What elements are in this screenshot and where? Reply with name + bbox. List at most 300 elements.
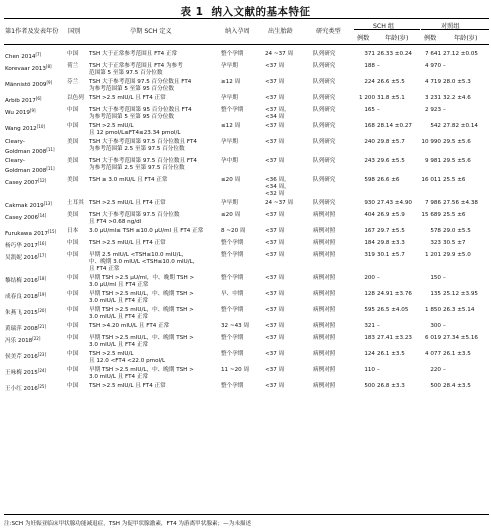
sch-cases: 319: [364, 252, 375, 258]
definition-cell: [88, 273, 220, 289]
sch-cases-cell: [350, 198, 376, 210]
birth-age-line: 24 ~37 周: [265, 51, 294, 57]
author-name-cont: [5, 165, 65, 175]
author-name: 侯美芹 2016: [5, 354, 38, 360]
header-definition: 孕期 SCH 定义: [130, 28, 172, 35]
author-cell: [4, 121, 66, 137]
ctrl-age: 29.5 ±5.6: [443, 139, 471, 145]
author-name-line: [5, 51, 65, 61]
author-cell: [4, 210, 66, 226]
reference-mark: [12]: [38, 178, 47, 183]
birth-age-cell: [264, 49, 312, 61]
country-cell: [66, 198, 88, 210]
author-name-line: [5, 107, 65, 117]
header-sch-group: SCH 组: [373, 23, 395, 30]
author-name-line: [5, 383, 65, 393]
sch-age: –: [377, 107, 380, 113]
author-cell: [4, 156, 66, 175]
definition-line: 早期 TSH >2.5 mIU/L，中、晚期 TSH >: [89, 291, 194, 297]
sch-age-cell: [376, 289, 416, 305]
country-cell: [66, 273, 88, 289]
sch-cases-cell: [350, 238, 376, 250]
ctrl-age-cell: [442, 305, 489, 321]
sch-age-cell: [376, 273, 416, 289]
sch-cases: 243: [364, 158, 375, 164]
birth-age-line: <37 周，: [265, 107, 290, 113]
reference-mark: [21]: [37, 324, 47, 329]
definition-line: TSH 大于参考范围第 95 百分位数且 FT4: [89, 107, 192, 113]
definition-line: 中、晚期 3.0 mIU/L <TSH≤10.0 mIU/L，: [89, 259, 199, 265]
ctrl-age-cell: [442, 210, 489, 226]
sch-cases: 598: [364, 177, 375, 183]
country-cell: [66, 305, 88, 321]
author-cell: [4, 289, 66, 305]
sch-age: 27.41 ±3.23: [377, 335, 412, 341]
design-cell: [312, 121, 350, 137]
ctrl-age: 27.12 ±0.05: [443, 51, 478, 57]
sch-cases: 128: [364, 291, 375, 297]
design-text: 队列研究: [313, 79, 336, 85]
author-name: 杨巧华 2017: [5, 243, 38, 249]
definition-cell: [88, 349, 220, 365]
definition-cell: [88, 156, 220, 175]
header-country: 国别: [68, 28, 81, 35]
definition-cell: [88, 121, 220, 137]
ctrl-cases: 4 077: [424, 351, 441, 357]
sch-age: 26.8 ±3.3: [377, 383, 405, 389]
table-row: [4, 210, 489, 226]
table-row: [4, 93, 489, 105]
sch-cases-cell: [350, 349, 376, 365]
reference-mark: [9]: [46, 80, 53, 85]
sch-age-cell: [376, 93, 416, 105]
design-text: 病例对照: [313, 307, 336, 313]
gestation-cell: [220, 250, 264, 273]
gestation-cell: [220, 61, 264, 77]
design-cell: [312, 305, 350, 321]
birth-age-line: 24 ~37 周: [265, 200, 294, 206]
design-cell: [312, 273, 350, 289]
ctrl-cases: 7 986: [424, 200, 441, 206]
design-text: 队列研究: [313, 158, 336, 164]
author-cell: [4, 381, 66, 393]
design-text: 病例对照: [313, 212, 336, 218]
design-text: 病例对照: [313, 291, 336, 297]
sch-cases: 165: [364, 107, 375, 113]
birth-age-cell: [264, 333, 312, 349]
design-text: 队列研究: [313, 51, 336, 57]
author-cell: [4, 198, 66, 210]
definition-line: TSH 大于正常参考范围且 FT4 为参考: [89, 63, 183, 69]
definition-line: TSH >2.5 mIU/L 且 FT4 正常: [89, 383, 166, 389]
birth-age-line: <37 周: [265, 351, 285, 357]
design-text: 队列研究: [313, 139, 336, 145]
design-cell: [312, 333, 350, 349]
ctrl-age-cell: [442, 156, 489, 175]
design-cell: [312, 198, 350, 210]
gestation-text: ≥12 周: [221, 79, 241, 85]
design-text: 队列研究: [313, 200, 336, 206]
table-title-text: 纳入文献的基本特征: [211, 6, 311, 18]
author-name: Casey 2007: [5, 180, 39, 186]
ctrl-cases-cell: [416, 305, 442, 321]
sch-age-cell: [376, 77, 416, 93]
birth-age-cell: [264, 349, 312, 365]
ctrl-age: 25.5 ±6: [443, 212, 466, 218]
definition-cell: [88, 198, 220, 210]
definition-cell: [88, 305, 220, 321]
author-name: Cleary-: [5, 158, 25, 164]
header-author: 第1作者及发表年份: [5, 28, 59, 35]
sch-age-cell: [376, 105, 416, 121]
gestation-cell: [220, 121, 264, 137]
ctrl-age-cell: [442, 250, 489, 273]
reference-mark: [18]: [37, 276, 47, 281]
design-cell: [312, 61, 350, 77]
author-name-line: [5, 291, 65, 301]
definition-line: 为参考范围第 2.5 至第 97.5 百分位数: [89, 146, 185, 152]
ctrl-cases: 1 201: [424, 252, 441, 258]
ctrl-cases-cell: [416, 121, 442, 137]
definition-line: 早期 TSH >2.5 μU/ml，中、晚期 TSH >: [89, 275, 195, 281]
country-cell: [66, 210, 88, 226]
definition-line: 早期 TSH >2.5 mIU/L，中、晚期 TSH >: [89, 307, 194, 313]
ctrl-cases-cell: [416, 156, 442, 175]
sch-cases-cell: [350, 210, 376, 226]
ctrl-cases: 4 970: [424, 63, 441, 69]
country-text: 日本: [67, 228, 79, 234]
sch-group-rule: [354, 29, 420, 30]
definition-line: TSH 大于参考范围第 97.5 百分位数且 FT4: [89, 139, 197, 145]
sch-cases-cell: [350, 49, 376, 61]
design-cell: [312, 349, 350, 365]
country-text: 中国: [67, 275, 79, 281]
definition-cell: [88, 137, 220, 156]
ctrl-age-cell: [442, 137, 489, 156]
birth-age-cell: [264, 226, 312, 238]
ctrl-cases-cell: [416, 349, 442, 365]
author-name-line: [5, 123, 65, 133]
ctrl-cases: 220: [430, 367, 441, 373]
ctrl-cases-cell: [416, 333, 442, 349]
country-text: 中国: [67, 123, 79, 129]
birth-age-cell: [264, 305, 312, 321]
gestation-cell: [220, 305, 264, 321]
ctrl-age: –: [443, 275, 446, 281]
reference-mark: [16]: [37, 241, 47, 246]
reference-mark: [14]: [38, 213, 47, 218]
sch-cases-cell: [350, 156, 376, 175]
birth-age-line: <37 周: [265, 383, 285, 389]
gestation-text: 孕早期: [221, 63, 238, 69]
author-cell: [4, 273, 66, 289]
ctrl-cases: 150: [430, 275, 441, 281]
author-name-line: [5, 351, 65, 361]
reference-mark: [9]: [29, 108, 36, 113]
sch-age: 30.1 ±5.7: [377, 252, 405, 258]
ctrl-cases: 10 990: [421, 139, 441, 145]
table-row: [4, 61, 489, 77]
definition-cell: [88, 93, 220, 105]
sch-age-cell: [376, 210, 416, 226]
author-name: Furukawa 2017: [5, 231, 48, 237]
ctrl-age-cell: [442, 198, 489, 210]
sch-age-cell: [376, 349, 416, 365]
birth-age-line: <37 周: [265, 212, 285, 218]
sch-age-cell: [376, 61, 416, 77]
sch-age: –: [377, 63, 380, 69]
ctrl-age: 28.4 ±3.5: [443, 383, 471, 389]
ctrl-age: 29.0 ±5.5: [443, 228, 471, 234]
ctrl-cases-cell: [416, 175, 442, 198]
ctrl-age: 27.82 ±0.14: [443, 123, 478, 129]
sch-age: 26.33 ±0.24: [377, 51, 412, 57]
design-cell: [312, 49, 350, 61]
definition-cell: [88, 250, 220, 273]
sch-age: 31.8 ±5.1: [377, 95, 405, 101]
sch-cases: 183: [364, 335, 375, 341]
author-cell: [4, 137, 66, 156]
header-ctrl-group: 对照组: [441, 23, 460, 30]
country-text: 中国: [67, 51, 79, 57]
gestation-cell: [220, 381, 264, 393]
ctrl-cases-cell: [416, 105, 442, 121]
author-name-line: [5, 240, 65, 250]
sch-cases-cell: [350, 365, 376, 381]
country-cell: [66, 105, 88, 121]
ctrl-age: –: [443, 107, 446, 113]
country-text: 美国: [67, 139, 79, 145]
gestation-cell: [220, 365, 264, 381]
author-cell: [4, 250, 66, 273]
ctrl-age: 26.3 ±5.14: [443, 307, 475, 313]
ctrl-age: 29.5 ±5.6: [443, 158, 471, 164]
design-cell: [312, 289, 350, 305]
sch-cases: 168: [364, 123, 375, 129]
sch-cases: 167: [364, 228, 375, 234]
author-cell: [4, 105, 66, 121]
definition-cell: [88, 226, 220, 238]
birth-age-cell: [264, 238, 312, 250]
gestation-cell: [220, 273, 264, 289]
author-name: Wang 2012: [5, 126, 37, 132]
country-cell: [66, 49, 88, 61]
birth-age-cell: [264, 121, 312, 137]
definition-line: 早期 TSH >2.5 mIU/L，中、晚期 TSH >: [89, 367, 194, 373]
sch-age: 27.43 ±4.90: [377, 200, 412, 206]
author-cell: [4, 321, 66, 333]
country-text: 荷兰: [67, 63, 79, 69]
ctrl-cases-cell: [416, 250, 442, 273]
birth-age-line: <37 周: [265, 323, 285, 329]
sch-age: –: [377, 275, 380, 281]
definition-line: 3.0 mIU/L 且 FT4 正常: [89, 314, 149, 320]
gestation-cell: [220, 198, 264, 210]
country-cell: [66, 333, 88, 349]
author-cell: [4, 349, 66, 365]
table-row: [4, 49, 489, 61]
sch-cases: 200: [364, 275, 375, 281]
country-cell: [66, 61, 88, 77]
design-cell: [312, 105, 350, 121]
design-text: 病例对照: [313, 367, 336, 373]
country-text: 中国: [67, 291, 79, 297]
reference-mark: [11]: [46, 147, 55, 152]
birth-age-line: <34 周: [265, 114, 285, 120]
table-row: [4, 365, 489, 381]
definition-line: TSH >2.5 mIU/L: [89, 123, 134, 129]
definition-line: TSH >2.5 mIU/L 且 FT4 正常: [89, 95, 166, 101]
ctrl-age: –: [443, 63, 446, 69]
sch-cases-cell: [350, 105, 376, 121]
design-cell: [312, 175, 350, 198]
table-row: [4, 175, 489, 198]
country-text: 芬兰: [67, 79, 79, 85]
sch-cases: 595: [364, 307, 375, 313]
gestation-cell: [220, 105, 264, 121]
definition-line: 且 FT4 >0.68 ng/dl: [89, 219, 142, 225]
sch-age-cell: [376, 226, 416, 238]
sch-cases-cell: [350, 333, 376, 349]
ctrl-age: 32.2 ±4.6: [443, 95, 471, 101]
author-cell: [4, 175, 66, 198]
birth-age-line: <37 周: [265, 139, 285, 145]
design-text: 病例对照: [313, 240, 336, 246]
author-name-line: [5, 200, 65, 210]
ctrl-age-cell: [442, 61, 489, 77]
sch-cases: 404: [364, 212, 375, 218]
design-cell: [312, 321, 350, 333]
gestation-text: 整个孕期: [221, 335, 244, 341]
author-name: Chen 2014: [5, 54, 36, 60]
reference-mark: [8]: [45, 64, 52, 69]
ctrl-cases: 3 231: [424, 95, 441, 101]
gestation-text: 11 ~20 周: [221, 367, 250, 373]
author-cell: [4, 365, 66, 381]
gestation-text: 整个孕期: [221, 383, 244, 389]
definition-cell: [88, 77, 220, 93]
gestation-text: 孕中期: [221, 158, 238, 164]
design-cell: [312, 381, 350, 393]
gestation-cell: [220, 137, 264, 156]
ctrl-age: –: [443, 323, 446, 329]
author-name: Casey 2006: [5, 215, 39, 221]
author-name-line: [5, 275, 65, 285]
author-name: Cakmak 2019: [5, 203, 44, 209]
ctrl-cases-cell: [416, 226, 442, 238]
sch-cases: 224: [364, 79, 375, 85]
definition-cell: [88, 238, 220, 250]
definition-line: TSH >4.20 mIU/L 且 FT4 正常: [89, 323, 170, 329]
design-text: 队列研究: [313, 107, 336, 113]
definition-line: 3.0 μU/ml≤ TSH ≤10.0 μU/ml 且 FT4 正常: [89, 228, 204, 234]
sch-cases: 240: [364, 139, 375, 145]
author-name-line: [5, 95, 65, 105]
country-text: 美国: [67, 212, 79, 218]
ctrl-cases-cell: [416, 381, 442, 393]
bottom-rule: [4, 514, 489, 515]
table-row: [4, 105, 489, 121]
ctrl-age-cell: [442, 121, 489, 137]
reference-mark: [23]: [37, 352, 47, 357]
author-name: Wu 2019: [5, 110, 30, 116]
sch-age: 26.9 ±5.9: [377, 212, 405, 218]
definition-cell: [88, 365, 220, 381]
sch-age-cell: [376, 121, 416, 137]
design-text: 病例对照: [313, 252, 336, 258]
author-name-line2: Goldman 2008: [5, 149, 47, 155]
definition-cell: [88, 381, 220, 393]
country-cell: [66, 93, 88, 105]
country-cell: [66, 238, 88, 250]
ctrl-cases: 2 923: [424, 107, 441, 113]
ctrl-cases-cell: [416, 49, 442, 61]
country-cell: [66, 349, 88, 365]
country-text: 美国: [67, 158, 79, 164]
table-row: [4, 250, 489, 273]
definition-cell: [88, 175, 220, 198]
ctrl-age-cell: [442, 333, 489, 349]
table-row: [4, 349, 489, 365]
ctrl-cases: 542: [430, 123, 441, 129]
birth-age-cell: [264, 273, 312, 289]
ctrl-age-cell: [442, 238, 489, 250]
design-cell: [312, 93, 350, 105]
author-name-line: [5, 228, 65, 238]
birth-age-cell: [264, 381, 312, 393]
design-text: 队列研究: [313, 63, 336, 69]
sch-cases: 110: [364, 367, 375, 373]
gestation-text: ≤20 周: [221, 212, 241, 218]
header-rule: [4, 44, 489, 45]
gestation-text: 整个孕期: [221, 307, 244, 313]
sch-cases-cell: [350, 226, 376, 238]
sch-cases-cell: [350, 289, 376, 305]
author-name: Arbib 2017: [5, 98, 36, 104]
header-gestation: 纳入孕周: [225, 28, 250, 35]
gestation-cell: [220, 156, 264, 175]
ctrl-cases-cell: [416, 365, 442, 381]
ctrl-age-cell: [442, 93, 489, 105]
ctrl-cases-cell: [416, 93, 442, 105]
ctrl-age-cell: [442, 49, 489, 61]
ctrl-cases: 6 019: [424, 335, 441, 341]
ctrl-age: 25.5 ±6: [443, 177, 466, 183]
sch-cases: 321: [364, 323, 375, 329]
ctrl-cases: 15 689: [421, 212, 441, 218]
birth-age-line: <37 周: [265, 95, 285, 101]
gestation-cell: [220, 321, 264, 333]
birth-age-line: <37 周: [265, 307, 285, 313]
country-text: 中国: [67, 335, 79, 341]
definition-line: 3.0 mIU/L 且 FT4 正常: [89, 342, 149, 348]
definition-cell: [88, 289, 220, 305]
definition-line: 且 12.0 <FT4 <22.0 pmol/L: [89, 358, 166, 364]
sch-age: 29.8 ±3.3: [377, 240, 405, 246]
reference-mark: [10]: [36, 124, 45, 129]
definition-cell: [88, 333, 220, 349]
gestation-cell: [220, 175, 264, 198]
author-name-line: [5, 63, 65, 73]
birth-age-cell: [264, 93, 312, 105]
definition-cell: [88, 210, 220, 226]
table-row: [4, 381, 489, 393]
sch-cases-cell: [350, 77, 376, 93]
author-name: 冯乐 2018: [5, 338, 33, 344]
ctrl-age-cell: [442, 289, 489, 305]
sch-cases: 1 200: [358, 95, 375, 101]
definition-line: TSH 大于正常参考范围且 FT4 正常: [89, 51, 178, 57]
